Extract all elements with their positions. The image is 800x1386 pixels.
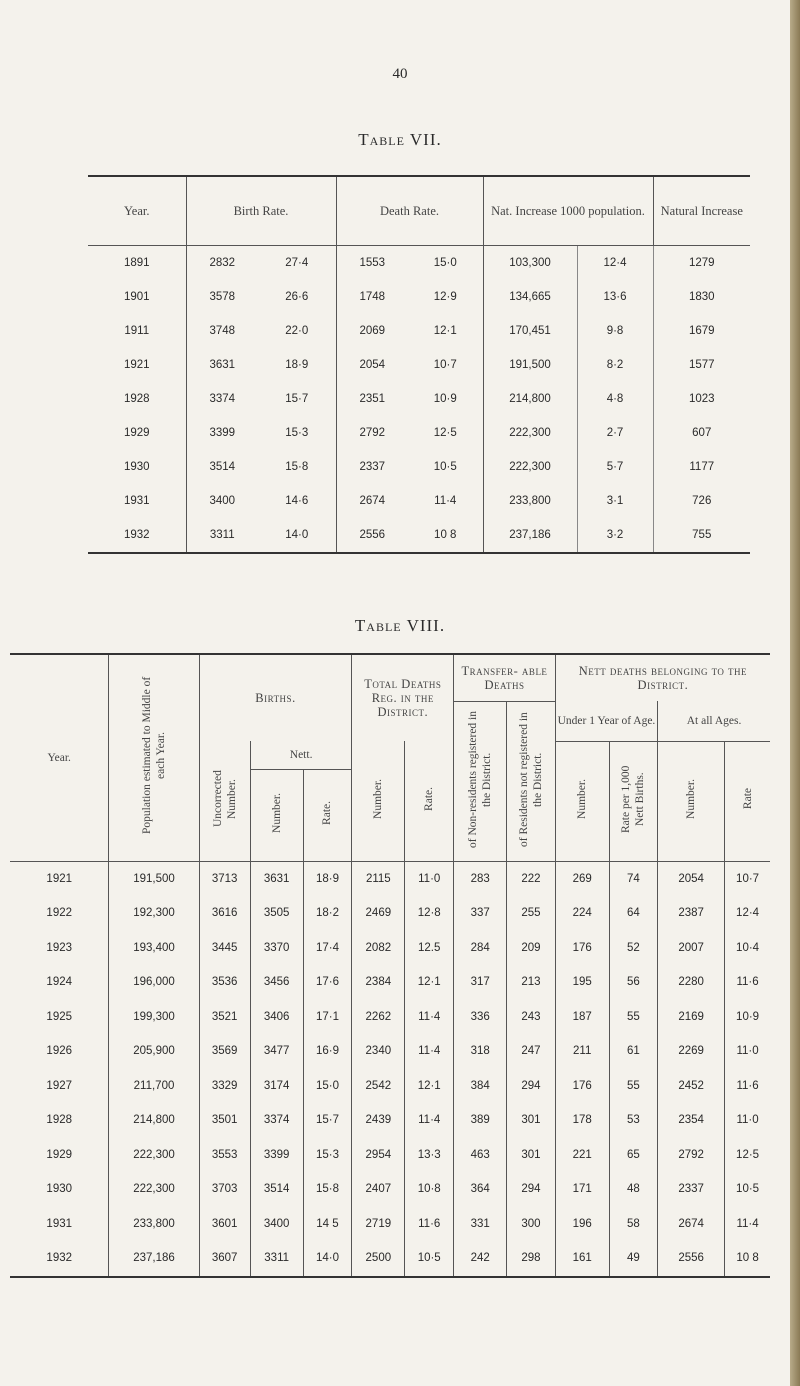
table-viii-row [10, 1034, 770, 1069]
col-header-deaths-number [352, 741, 405, 861]
table-viii-cell: 64 [609, 896, 658, 931]
table-viii-cell: 2337 [658, 1172, 725, 1207]
table-viii-cell: 3374 [250, 1103, 303, 1138]
table-viii-cell: 222 [507, 861, 556, 896]
table-vii-row [88, 246, 750, 281]
table-vii-row [88, 518, 750, 553]
table-vii-cell: 14·6 [285, 495, 309, 507]
table-viii-row [10, 1207, 770, 1242]
table-vii-cell: 3·2 [577, 518, 653, 553]
table-viii-cell: 318 [454, 1034, 507, 1069]
col-header-transferable-deaths: Transfer- able Deaths [454, 654, 556, 701]
table-viii-cell: 2500 [352, 1241, 405, 1277]
table-vii-cell: 15·8 [285, 461, 309, 473]
table-viii-cell: 176 [555, 931, 609, 966]
table-viii-cell: 2384 [352, 965, 405, 1000]
table-vii-cell: 12·5 [433, 427, 457, 439]
table-vii [88, 175, 750, 554]
col-header-year: Year. [88, 176, 186, 246]
table-vii-cell: 2054 [336, 348, 408, 382]
table-viii-cell: 298 [507, 1241, 556, 1277]
table-viii-cell: 17·4 [303, 931, 352, 966]
table-viii-cell: 18·2 [303, 896, 352, 931]
deaths-number-header-text: Number. [372, 778, 385, 819]
table-vii-cell: 191,500 [483, 348, 577, 382]
table-viii-row [10, 1172, 770, 1207]
table-viii-cell: 49 [609, 1241, 658, 1277]
table-viii-cell: 11·0 [725, 1034, 770, 1069]
table-viii-cell: 15·0 [303, 1069, 352, 1104]
table-viii-cell: 283 [454, 861, 507, 896]
table-viii-cell: 11·6 [725, 1069, 770, 1104]
table-viii-cell: 12·1 [405, 965, 454, 1000]
table-viii-cell: 3505 [250, 896, 303, 931]
table-viii-cell: 301 [507, 1103, 556, 1138]
col-header-uncorrected [199, 741, 250, 861]
col-header-nett: Nett. [250, 741, 352, 769]
table-viii-cell: 2452 [658, 1069, 725, 1104]
table-viii-cell: 11·0 [405, 861, 454, 896]
table-viii-cell: 1926 [46, 1045, 73, 1058]
table-viii-cell: 17·1 [303, 1000, 352, 1035]
col-header-all-ages: At all Ages. [658, 701, 770, 741]
col-header-nat-increase: Nat. Increase 1000 population. [483, 176, 653, 246]
table-viii-cell: 269 [555, 861, 609, 896]
table-vii-cell: 134,665 [483, 280, 577, 314]
table-viii-cell: 3553 [199, 1138, 250, 1173]
table-viii-cell: 2054 [658, 861, 725, 896]
all-ages-number-header-text: Number. [685, 779, 698, 819]
table-viii-cell: 214,800 [109, 1103, 199, 1138]
table-viii-cell: 53 [609, 1103, 658, 1138]
table-viii-cell: 10·4 [725, 931, 770, 966]
table-vii-cell: 15·3 [285, 427, 309, 439]
table-vii-cell: 1177 [653, 450, 750, 484]
table-viii-cell: 364 [454, 1172, 507, 1207]
table-vii-cell: 10·5 [433, 461, 457, 473]
table-viii-cell: 14·0 [303, 1241, 352, 1277]
table-viii-cell: 3569 [199, 1034, 250, 1069]
table-viii-cell: 1925 [46, 1010, 73, 1023]
table-viii-cell: 336 [454, 1000, 507, 1035]
table-viii-cell: 247 [507, 1034, 556, 1069]
table-vii-cell: 2069 [336, 314, 408, 348]
col-header-non-residents [454, 701, 507, 861]
table-vii-cell: 3400 [186, 484, 258, 518]
table-vii-cell: 12·9 [433, 291, 457, 303]
table-viii-cell: 13·3 [405, 1138, 454, 1173]
table-vii-cell: 233,800 [483, 484, 577, 518]
table-viii-cell: 3399 [250, 1138, 303, 1173]
table-vii-cell: 3·1 [577, 484, 653, 518]
table-vii-cell: 18·9 [285, 359, 309, 371]
table-vii-row [88, 314, 750, 348]
table-viii-cell: 3370 [250, 931, 303, 966]
table-viii-cell: 10·5 [405, 1241, 454, 1277]
table-vii-cell: 1930 [123, 461, 150, 473]
table-viii-cell: 11·4 [405, 1000, 454, 1035]
col-header-population [109, 654, 199, 861]
col-header-total-deaths: Total Deaths Reg. in the District. [352, 654, 454, 741]
table-viii-cell: 3703 [199, 1172, 250, 1207]
table-viii-cell: 3713 [199, 861, 250, 896]
table-viii-cell: 331 [454, 1207, 507, 1242]
table-viii-cell: 3607 [199, 1241, 250, 1277]
table-viii-cell: 2792 [658, 1138, 725, 1173]
table-vii-cell: 8·2 [577, 348, 653, 382]
table-viii-cell: 187 [555, 1000, 609, 1035]
table-viii-cell: 10·5 [725, 1172, 770, 1207]
table-viii-cell: 10 8 [725, 1241, 770, 1277]
table-viii-cell: 233,800 [109, 1207, 199, 1242]
table-viii-header-row-1 [10, 654, 770, 701]
table-viii-cell: 12.5 [405, 931, 454, 966]
table-viii-cell: 15·7 [303, 1103, 352, 1138]
table-vii-cell: 3578 [186, 280, 258, 314]
table-viii-cell: 52 [609, 931, 658, 966]
table-viii-cell: 222,300 [109, 1138, 199, 1173]
table-viii-cell: 300 [507, 1207, 556, 1242]
table-viii-cell: 18·9 [303, 861, 352, 896]
table-viii-cell: 211,700 [109, 1069, 199, 1104]
table-viii-cell: 15·8 [303, 1172, 352, 1207]
table-viii [10, 653, 770, 1278]
table-viii-cell: 11·4 [405, 1103, 454, 1138]
table-viii-cell: 12·4 [725, 896, 770, 931]
births-number-header-text: Number. [270, 793, 283, 833]
table-viii-cell: 2115 [352, 861, 405, 896]
table-vii-cell: 755 [653, 518, 750, 553]
table-viii-cell: 3456 [250, 965, 303, 1000]
table-viii-cell: 2674 [658, 1207, 725, 1242]
table-viii-cell: 195 [555, 965, 609, 1000]
table-vii-cell: 3748 [186, 314, 258, 348]
table-viii-cell: 243 [507, 1000, 556, 1035]
col-header-residents-not [507, 701, 556, 861]
table-viii-cell: 301 [507, 1138, 556, 1173]
table-viii-cell: 2556 [658, 1241, 725, 1277]
table-viii-row [10, 1241, 770, 1277]
table-viii-row [10, 965, 770, 1000]
table-vii-row [88, 348, 750, 382]
table-viii-cell: 2269 [658, 1034, 725, 1069]
table-viii-row [10, 1000, 770, 1035]
table-viii-row [10, 861, 770, 896]
page-edge [790, 0, 800, 1386]
table-viii-cell: 16·9 [303, 1034, 352, 1069]
table-vii-cell: 5·7 [577, 450, 653, 484]
table-viii-cell: 1923 [46, 941, 73, 954]
table-viii-cell: 221 [555, 1138, 609, 1173]
table-vii-cell: 3514 [186, 450, 258, 484]
table-vii-cell: 170,451 [483, 314, 577, 348]
table-vii-body [88, 246, 750, 554]
table-viii-cell: 10·8 [405, 1172, 454, 1207]
table-vii-cell: 726 [653, 484, 750, 518]
table-viii-cell: 2469 [352, 896, 405, 931]
table-vii-cell: 27·4 [285, 257, 309, 269]
table-viii-cell: 58 [609, 1207, 658, 1242]
col-header-year: Year. [47, 751, 71, 764]
under-1-number-header-text: Number. [576, 779, 589, 819]
table-viii-cell: 389 [454, 1103, 507, 1138]
table-vii-cell: 103,300 [483, 246, 577, 281]
table-viii-cell: 2280 [658, 965, 725, 1000]
table-vii-cell: 15·7 [285, 393, 309, 405]
table-vii-cell: 2832 [186, 246, 258, 281]
table-vii-cell: 10·7 [433, 359, 457, 371]
table-vii-cell: 11·4 [434, 495, 457, 507]
table-vii-cell: 2337 [336, 450, 408, 484]
table-viii-cell: 222,300 [109, 1172, 199, 1207]
table-viii-cell: 3477 [250, 1034, 303, 1069]
table-viii-cell: 3406 [250, 1000, 303, 1035]
table-vii-cell: 1931 [123, 495, 150, 507]
table-viii-cell: 2719 [352, 1207, 405, 1242]
table-viii-cell: 193,400 [109, 931, 199, 966]
table-vii-cell: 1679 [653, 314, 750, 348]
table-viii-cell: 12·8 [405, 896, 454, 931]
table-viii-cell: 1921 [10, 861, 109, 896]
table-viii-cell: 2954 [352, 1138, 405, 1173]
non-residents-header-text: of Non-residents registered in the District. [467, 710, 494, 848]
table-viii-cell: 211 [555, 1034, 609, 1069]
table-vii-cell: 2792 [336, 416, 408, 450]
table-viii-cell: 17·6 [303, 965, 352, 1000]
table-viii-cell: 213 [507, 965, 556, 1000]
under-1-rate-header-text: Rate per 1,000 Nett Births. [620, 765, 647, 833]
col-header-under-1-year: Under 1 Year of Age. [555, 701, 657, 741]
table-viii-cell: 3616 [199, 896, 250, 931]
table-viii-cell: 2340 [352, 1034, 405, 1069]
table-viii-cell: 242 [454, 1241, 507, 1277]
table-viii-cell: 2169 [658, 1000, 725, 1035]
table-vii-cell: 1928 [123, 393, 150, 405]
table-viii-body [10, 861, 770, 1277]
table-viii-cell: 15·3 [303, 1138, 352, 1173]
table-vii-cell: 2·7 [577, 416, 653, 450]
col-header-all-ages-rate [725, 741, 770, 861]
table-viii-cell: 1927 [46, 1079, 73, 1092]
table-viii-cell: 463 [454, 1138, 507, 1173]
table-vii-cell: 3374 [186, 382, 258, 416]
col-header-birth-rate: Birth Rate. [186, 176, 336, 246]
table-viii-cell: 2439 [352, 1103, 405, 1138]
table-viii-cell: 196 [555, 1207, 609, 1242]
table-vii-cell: 2556 [336, 518, 408, 553]
table-viii-cell: 3631 [250, 861, 303, 896]
table-vii-row [88, 382, 750, 416]
table-vii-cell: 2674 [336, 484, 408, 518]
table-viii-cell: 2262 [352, 1000, 405, 1035]
table-viii-cell: 205,900 [109, 1034, 199, 1069]
table-viii-cell: 55 [609, 1000, 658, 1035]
table-viii-cell: 178 [555, 1103, 609, 1138]
table-viii-cell: 209 [507, 931, 556, 966]
page-number: 40 [392, 66, 408, 82]
table-vii-cell: 222,300 [483, 416, 577, 450]
table-vii-cell: 3399 [186, 416, 258, 450]
table-vii-cell: 1279 [653, 246, 750, 281]
table-viii-cell: 191,500 [109, 861, 199, 896]
table-vii-cell: 1748 [336, 280, 408, 314]
table-viii-cell: 14 5 [303, 1207, 352, 1242]
table-viii-cell: 3536 [199, 965, 250, 1000]
table-viii-cell: 12·1 [405, 1069, 454, 1104]
table-viii-row [10, 1103, 770, 1138]
col-header-deaths-rate [405, 741, 454, 861]
table-viii-cell: 1922 [46, 907, 73, 920]
table-vii-cell: 9·8 [577, 314, 653, 348]
deaths-rate-header-text: Rate. [423, 786, 436, 811]
table-viii-cell: 65 [609, 1138, 658, 1173]
table-viii-cell: 11·4 [725, 1207, 770, 1242]
table-viii-title: Table VIII. [354, 616, 446, 635]
table-vii-cell: 10·9 [433, 393, 457, 405]
table-vii-cell: 1929 [123, 427, 150, 439]
table-viii-cell: 192,300 [109, 896, 199, 931]
table-viii-cell: 384 [454, 1069, 507, 1104]
col-header-death-rate: Death Rate. [336, 176, 483, 246]
births-rate-header-text: Rate. [321, 801, 334, 825]
table-viii-cell: 2542 [352, 1069, 405, 1104]
table-viii-cell: 1932 [46, 1252, 73, 1265]
table-vii-title: Table VII. [358, 130, 442, 149]
table-viii-cell: 74 [609, 861, 658, 896]
table-viii-cell: 294 [507, 1172, 556, 1207]
table-vii-cell: 1553 [336, 246, 408, 281]
table-vii-cell: 15·0 [433, 257, 457, 269]
table-vii-cell: 1901 [123, 291, 150, 303]
table-vii-cell: 26·6 [285, 291, 309, 303]
table-vii-cell: 14·0 [285, 529, 309, 541]
table-vii-cell: 237,186 [483, 518, 577, 553]
table-vii-cell: 1577 [653, 348, 750, 382]
table-viii-cell: 3400 [250, 1207, 303, 1242]
table-viii-cell: 284 [454, 931, 507, 966]
table-viii-cell: 2407 [352, 1172, 405, 1207]
table-vii-cell: 1911 [124, 325, 150, 337]
all-ages-rate-header-text: Rate [741, 788, 754, 810]
table-viii-cell: 1928 [46, 1114, 73, 1127]
table-viii-cell: 176 [555, 1069, 609, 1104]
table-viii-cell: 3601 [199, 1207, 250, 1242]
table-viii-cell: 2387 [658, 896, 725, 931]
table-viii-cell: 3311 [250, 1241, 303, 1277]
col-header-births: Births. [199, 654, 352, 741]
col-header-births-number [250, 769, 303, 861]
table-vii-cell: 13·6 [577, 280, 653, 314]
table-viii-cell: 10·9 [725, 1000, 770, 1035]
table-viii-cell: 10·7 [725, 861, 770, 896]
table-vii-cell: 1830 [653, 280, 750, 314]
table-vii-row [88, 484, 750, 518]
table-viii-cell: 317 [454, 965, 507, 1000]
table-viii-cell: 294 [507, 1069, 556, 1104]
col-header-births-rate [303, 769, 352, 861]
table-vii-cell: 12·4 [577, 246, 653, 281]
table-viii-cell: 224 [555, 896, 609, 931]
table-viii-cell: 3521 [199, 1000, 250, 1035]
table-viii-cell: 48 [609, 1172, 658, 1207]
col-header-all-ages-number [658, 741, 725, 861]
table-viii-cell: 255 [507, 896, 556, 931]
table-vii-cell: 222,300 [483, 450, 577, 484]
table-viii-cell: 55 [609, 1069, 658, 1104]
table-viii-row [10, 1138, 770, 1173]
table-viii-cell: 2082 [352, 931, 405, 966]
table-vii-row [88, 450, 750, 484]
table-vii-cell: 3631 [186, 348, 258, 382]
table-vii-row [88, 280, 750, 314]
table-vii-cell: 1921 [123, 359, 150, 371]
table-viii-cell: 196,000 [109, 965, 199, 1000]
table-viii-cell: 1930 [46, 1183, 73, 1196]
table-vii-cell: 4·8 [577, 382, 653, 416]
table-viii-cell: 3329 [199, 1069, 250, 1104]
table-vii-cell: 12·1 [433, 325, 457, 337]
residents-not-header-text: of Residents not registered in the District. [517, 711, 544, 847]
table-viii-cell: 199,300 [109, 1000, 199, 1035]
table-viii-cell: 337 [454, 896, 507, 931]
table-viii-cell: 2354 [658, 1103, 725, 1138]
table-vii-header-row [88, 176, 750, 246]
table-vii-cell: 22·0 [285, 325, 309, 337]
table-vii-row [88, 416, 750, 450]
table-viii-cell: 3445 [199, 931, 250, 966]
population-header-text: Population estimated to Middle of each Year. [141, 677, 167, 835]
table-viii-cell: 11·6 [405, 1207, 454, 1242]
table-viii-cell: 161 [555, 1241, 609, 1277]
table-viii-cell: 171 [555, 1172, 609, 1207]
table-viii-cell: 3514 [250, 1172, 303, 1207]
table-vii-cell: 2351 [336, 382, 408, 416]
table-viii-cell: 61 [609, 1034, 658, 1069]
col-header-natural-increase: Natural Increase [653, 176, 750, 246]
col-header-under-1-rate [609, 741, 658, 861]
table-viii-cell: 11·4 [405, 1034, 454, 1069]
table-viii-cell: 12·5 [725, 1138, 770, 1173]
table-vii-cell: 10 8 [434, 529, 457, 541]
col-header-under-1-number [555, 741, 609, 861]
table-viii-cell: 11·6 [725, 965, 770, 1000]
table-viii-cell: 237,186 [109, 1241, 199, 1277]
table-viii-row [10, 931, 770, 966]
table-viii-cell: 1924 [46, 976, 73, 989]
table-viii-cell: 1929 [46, 1148, 73, 1161]
table-viii-cell: 56 [609, 965, 658, 1000]
table-viii-row [10, 1069, 770, 1104]
table-vii-cell: 1932 [123, 529, 150, 541]
uncorrected-header-text: Uncorrected Number. [211, 770, 238, 828]
col-header-nett-deaths: Nett deaths belonging to the District. [555, 654, 770, 701]
table-viii-cell: 3501 [199, 1103, 250, 1138]
table-viii-cell: 3174 [250, 1069, 303, 1104]
table-viii-cell: 11·0 [725, 1103, 770, 1138]
table-vii-cell: 607 [653, 416, 750, 450]
table-viii-cell: 2007 [658, 931, 725, 966]
table-viii-cell: 1931 [46, 1217, 73, 1230]
table-vii-cell: 1023 [653, 382, 750, 416]
table-vii-cell: 1891 [123, 257, 150, 269]
table-viii-row [10, 896, 770, 931]
table-vii-cell: 214,800 [483, 382, 577, 416]
table-vii-cell: 3311 [186, 518, 258, 553]
